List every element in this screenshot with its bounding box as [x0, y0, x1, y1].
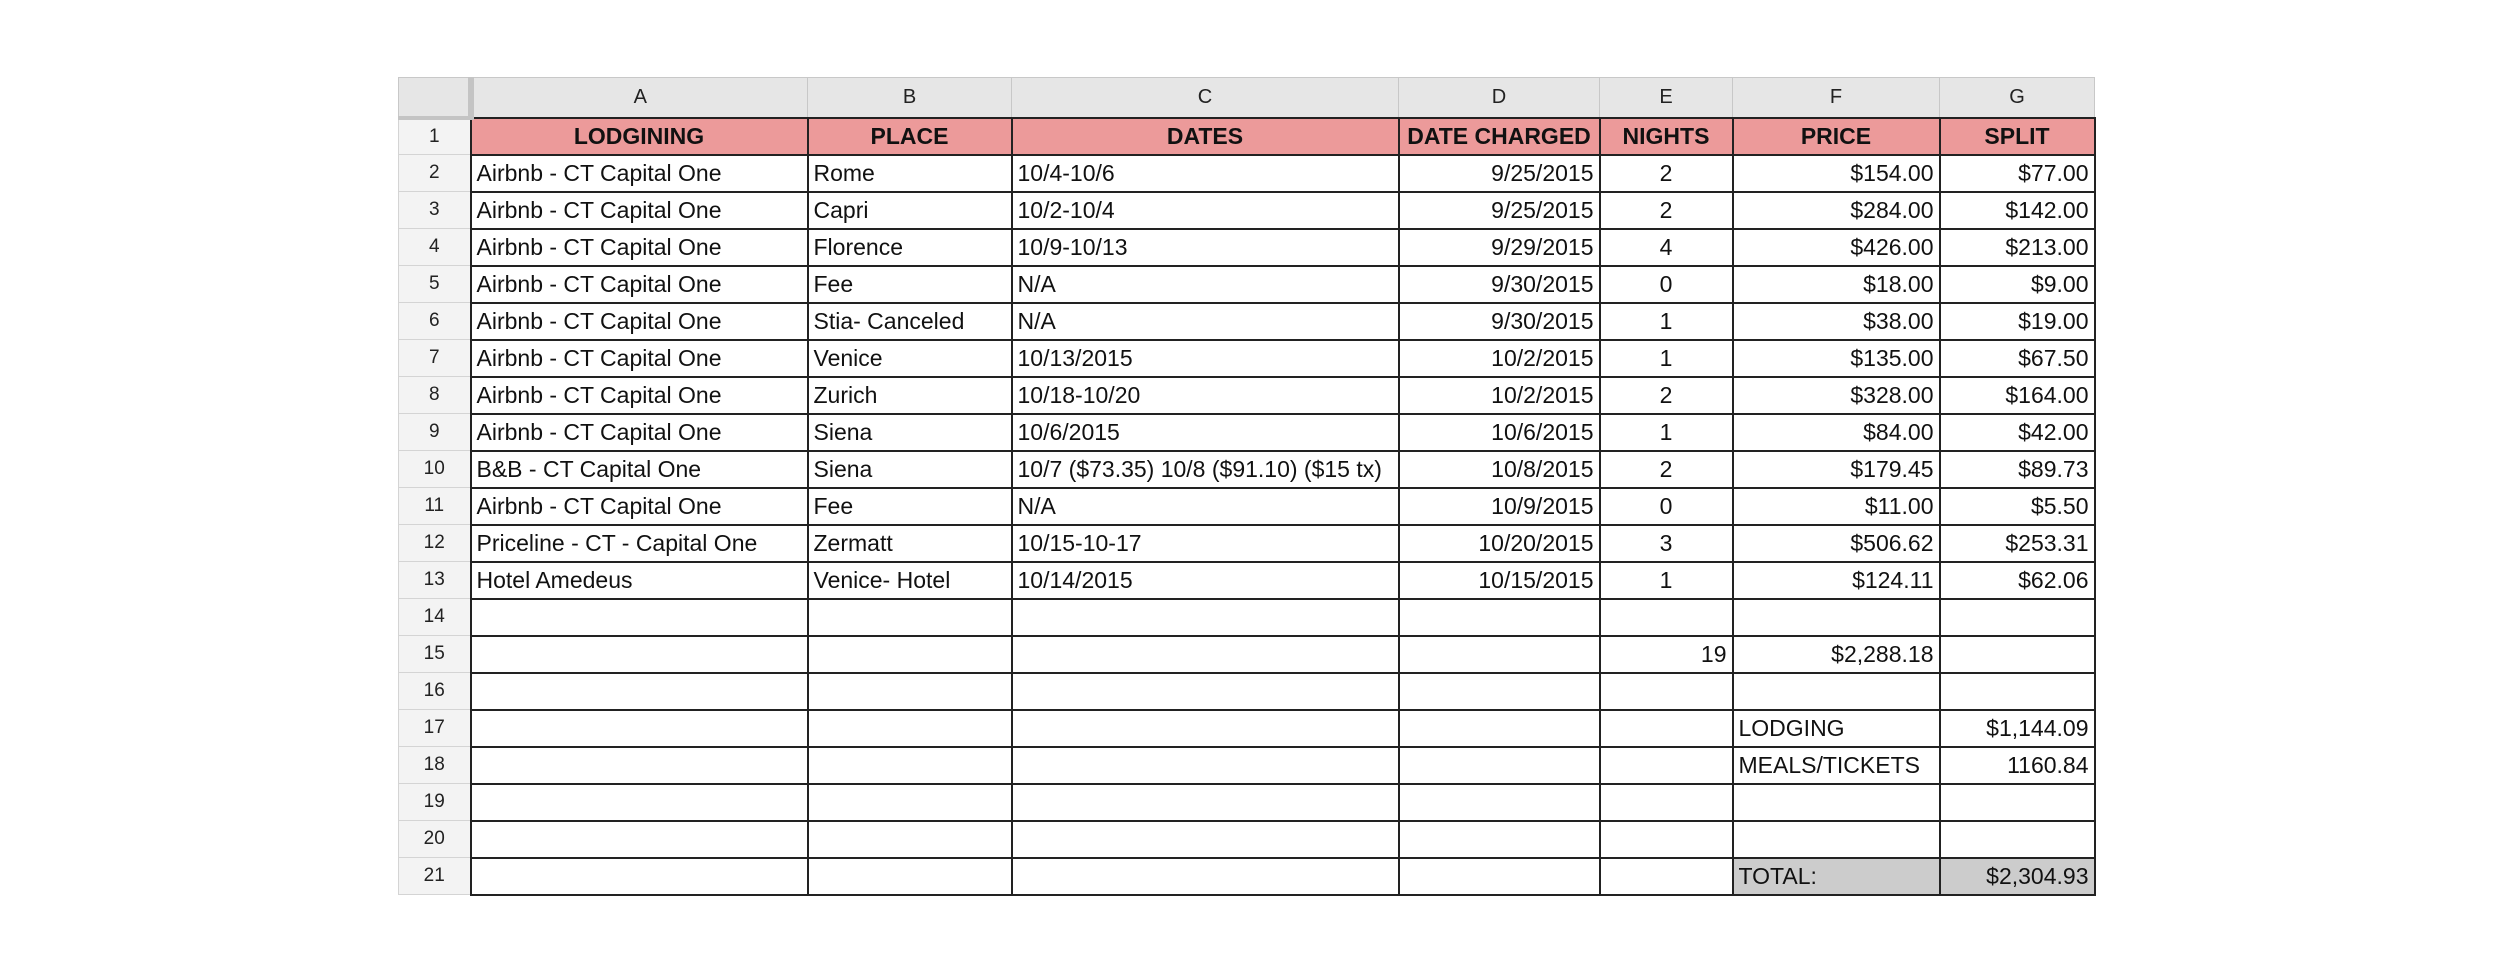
header-cell-price[interactable]: PRICE [1733, 118, 1940, 155]
cell-f[interactable]: $124.11 [1733, 562, 1940, 599]
cell-c[interactable]: 10/7 ($73.35) 10/8 ($91.10) ($15 tx) [1012, 451, 1399, 488]
cell-f[interactable]: $328.00 [1733, 377, 1940, 414]
cell-f[interactable]: $84.00 [1733, 414, 1940, 451]
table-row [399, 784, 2095, 821]
column-header-g[interactable]: G [1940, 78, 2095, 118]
cell-a[interactable]: Airbnb - CT Capital One [471, 192, 808, 229]
cell-d[interactable]: 9/25/2015 [1399, 192, 1600, 229]
cell-b[interactable]: Florence [808, 229, 1012, 266]
cell-a[interactable]: B&B - CT Capital One [471, 451, 808, 488]
header-cell-split[interactable]: SPLIT [1940, 118, 2095, 155]
row-header[interactable]: 17 [399, 710, 471, 747]
cell-d[interactable]: 10/6/2015 [1399, 414, 1600, 451]
table-row [399, 821, 2095, 858]
cell-e[interactable]: 1 [1600, 340, 1733, 377]
cell-e[interactable] [1600, 821, 1733, 858]
cell-d[interactable]: 10/9/2015 [1399, 488, 1600, 525]
cell-f[interactable]: $135.00 [1733, 340, 1940, 377]
cell-f[interactable]: TOTAL: [1733, 858, 1940, 895]
table-row [399, 636, 2095, 673]
cell-a[interactable]: Priceline - CT - Capital One [471, 525, 808, 562]
cell-e[interactable]: 0 [1600, 488, 1733, 525]
cell-b[interactable]: Zermatt [808, 525, 1012, 562]
table-row [399, 858, 2095, 895]
row-header[interactable]: 15 [399, 636, 471, 673]
cell-c[interactable]: 10/15-10-17 [1012, 525, 1399, 562]
cell-b[interactable]: Siena [808, 414, 1012, 451]
table-row [399, 303, 2095, 340]
row-header-1[interactable]: 1 [399, 118, 471, 155]
cell-g[interactable]: $142.00 [1940, 192, 2095, 229]
cell-c[interactable]: 10/9-10/13 [1012, 229, 1399, 266]
cell-d[interactable]: 9/29/2015 [1399, 229, 1600, 266]
cell-a[interactable] [471, 784, 808, 821]
cell-e[interactable]: 2 [1600, 377, 1733, 414]
cell-a[interactable]: Airbnb - CT Capital One [471, 266, 808, 303]
row-header[interactable]: 4 [399, 229, 471, 266]
cell-d[interactable]: 9/30/2015 [1399, 266, 1600, 303]
header-cell-dates[interactable]: DATES [1012, 118, 1399, 155]
row-header[interactable]: 11 [399, 488, 471, 525]
cell-f[interactable]: $506.62 [1733, 525, 1940, 562]
cell-e[interactable]: 1 [1600, 303, 1733, 340]
cell-c[interactable]: 10/2-10/4 [1012, 192, 1399, 229]
row-header[interactable]: 10 [399, 451, 471, 488]
header-row [399, 118, 2095, 155]
cell-a[interactable]: Hotel Amedeus [471, 562, 808, 599]
row-header[interactable]: 2 [399, 155, 471, 192]
cell-d[interactable]: 10/2/2015 [1399, 340, 1600, 377]
cell-a[interactable]: Airbnb - CT Capital One [471, 155, 808, 192]
cell-f[interactable]: $426.00 [1733, 229, 1940, 266]
column-header-c[interactable]: C [1012, 78, 1399, 118]
select-all-corner[interactable] [399, 78, 471, 118]
cell-f[interactable]: $38.00 [1733, 303, 1940, 340]
cell-b[interactable]: Fee [808, 266, 1012, 303]
cell-d[interactable]: 10/15/2015 [1399, 562, 1600, 599]
cell-g[interactable] [1940, 821, 2095, 858]
table-row [399, 747, 2095, 784]
cell-g[interactable] [1940, 636, 2095, 673]
cell-d[interactable] [1399, 599, 1600, 636]
cell-f[interactable]: $11.00 [1733, 488, 1940, 525]
cell-g[interactable]: 1160.84 [1940, 747, 2095, 784]
cell-e[interactable] [1600, 673, 1733, 710]
cell-f[interactable] [1733, 821, 1940, 858]
cell-e[interactable]: 4 [1600, 229, 1733, 266]
cell-e[interactable]: 2 [1600, 192, 1733, 229]
cell-g[interactable] [1940, 599, 2095, 636]
cell-g[interactable]: $1,144.09 [1940, 710, 2095, 747]
table-row [399, 488, 2095, 525]
row-header[interactable]: 7 [399, 340, 471, 377]
column-header-e[interactable]: E [1600, 78, 1733, 118]
cell-b[interactable] [808, 784, 1012, 821]
table-row [399, 155, 2095, 192]
row-header[interactable]: 19 [399, 784, 471, 821]
row-header[interactable]: 18 [399, 747, 471, 784]
cell-a[interactable]: Airbnb - CT Capital One [471, 414, 808, 451]
cell-g[interactable]: $253.31 [1940, 525, 2095, 562]
row-header[interactable]: 14 [399, 599, 471, 636]
cell-e[interactable]: 19 [1600, 636, 1733, 673]
row-header[interactable]: 3 [399, 192, 471, 229]
cell-g[interactable] [1940, 784, 2095, 821]
cell-a[interactable] [471, 858, 808, 895]
cell-e[interactable]: 1 [1600, 414, 1733, 451]
table-row [399, 599, 2095, 636]
row-header[interactable]: 20 [399, 821, 471, 858]
cell-e[interactable]: 3 [1600, 525, 1733, 562]
cell-d[interactable] [1399, 747, 1600, 784]
row-header[interactable]: 21 [399, 858, 471, 895]
cell-d[interactable]: 9/30/2015 [1399, 303, 1600, 340]
cell-b[interactable] [808, 673, 1012, 710]
cell-d[interactable] [1399, 821, 1600, 858]
cell-f[interactable]: $284.00 [1733, 192, 1940, 229]
cell-d[interactable] [1399, 710, 1600, 747]
cell-b[interactable]: Venice [808, 340, 1012, 377]
cell-a[interactable]: Airbnb - CT Capital One [471, 488, 808, 525]
cell-c[interactable] [1012, 747, 1399, 784]
cell-e[interactable] [1600, 747, 1733, 784]
cell-a[interactable]: Airbnb - CT Capital One [471, 229, 808, 266]
table-row [399, 710, 2095, 747]
cell-f[interactable]: $179.45 [1733, 451, 1940, 488]
table-row [399, 377, 2095, 414]
table-row [399, 525, 2095, 562]
cell-e[interactable]: 1 [1600, 562, 1733, 599]
cell-a[interactable] [471, 599, 808, 636]
cell-f[interactable]: LODGING [1733, 710, 1940, 747]
cell-c[interactable] [1012, 821, 1399, 858]
cell-f[interactable]: $18.00 [1733, 266, 1940, 303]
header-cell-nights[interactable]: NIGHTS [1600, 118, 1733, 155]
cell-c[interactable]: N/A [1012, 266, 1399, 303]
cell-e[interactable] [1600, 784, 1733, 821]
cell-f[interactable]: $154.00 [1733, 155, 1940, 192]
cell-g[interactable]: $67.50 [1940, 340, 2095, 377]
column-header-f[interactable]: F [1733, 78, 1940, 118]
cell-g[interactable]: $42.00 [1940, 414, 2095, 451]
cell-b[interactable] [808, 858, 1012, 895]
cell-c[interactable]: 10/14/2015 [1012, 562, 1399, 599]
header-cell-lodgining[interactable]: LODGINING [471, 118, 808, 155]
column-header-d[interactable]: D [1399, 78, 1600, 118]
cell-g[interactable]: $5.50 [1940, 488, 2095, 525]
cell-g[interactable]: $213.00 [1940, 229, 2095, 266]
cell-g[interactable] [1940, 673, 2095, 710]
cell-c[interactable] [1012, 858, 1399, 895]
cell-e[interactable]: 0 [1600, 266, 1733, 303]
cell-g[interactable]: $77.00 [1940, 155, 2095, 192]
cell-e[interactable] [1600, 710, 1733, 747]
cell-c[interactable]: 10/18-10/20 [1012, 377, 1399, 414]
cell-b[interactable]: Zurich [808, 377, 1012, 414]
cell-b[interactable]: Capri [808, 192, 1012, 229]
cell-b[interactable]: Rome [808, 155, 1012, 192]
cell-a[interactable]: Airbnb - CT Capital One [471, 377, 808, 414]
column-header-row [399, 78, 2095, 118]
table-row [399, 451, 2095, 488]
spreadsheet-grid [398, 77, 2096, 896]
cell-e[interactable] [1600, 599, 1733, 636]
row-header[interactable]: 12 [399, 525, 471, 562]
cell-d[interactable]: 10/8/2015 [1399, 451, 1600, 488]
cell-c[interactable]: N/A [1012, 303, 1399, 340]
cell-d[interactable] [1399, 636, 1600, 673]
cell-a[interactable] [471, 747, 808, 784]
cell-b[interactable] [808, 821, 1012, 858]
table-row [399, 340, 2095, 377]
cell-d[interactable] [1399, 858, 1600, 895]
cell-g[interactable]: $164.00 [1940, 377, 2095, 414]
cell-f[interactable] [1733, 673, 1940, 710]
column-header-a[interactable]: A [471, 78, 808, 118]
cell-c[interactable]: 10/6/2015 [1012, 414, 1399, 451]
table-row [399, 414, 2095, 451]
row-header[interactable]: 16 [399, 673, 471, 710]
cell-a[interactable] [471, 636, 808, 673]
cell-g[interactable]: $89.73 [1940, 451, 2095, 488]
cell-f[interactable] [1733, 599, 1940, 636]
cell-c[interactable] [1012, 636, 1399, 673]
cell-a[interactable]: Airbnb - CT Capital One [471, 303, 808, 340]
cell-c[interactable] [1012, 673, 1399, 710]
header-cell-place[interactable]: PLACE [808, 118, 1012, 155]
column-header-b[interactable]: B [808, 78, 1012, 118]
cell-g[interactable]: $62.06 [1940, 562, 2095, 599]
cell-b[interactable]: Venice- Hotel [808, 562, 1012, 599]
row-header[interactable]: 5 [399, 266, 471, 303]
cell-c[interactable] [1012, 784, 1399, 821]
cell-b[interactable]: Siena [808, 451, 1012, 488]
cell-c[interactable]: N/A [1012, 488, 1399, 525]
table-row [399, 192, 2095, 229]
cell-b[interactable] [808, 599, 1012, 636]
row-header[interactable]: 6 [399, 303, 471, 340]
cell-f[interactable] [1733, 784, 1940, 821]
cell-e[interactable]: 2 [1600, 155, 1733, 192]
cell-b[interactable]: Fee [808, 488, 1012, 525]
cell-c[interactable]: 10/4-10/6 [1012, 155, 1399, 192]
table-row [399, 673, 2095, 710]
cell-b[interactable] [808, 710, 1012, 747]
table-row [399, 562, 2095, 599]
cell-e[interactable]: 2 [1600, 451, 1733, 488]
cell-d[interactable] [1399, 784, 1600, 821]
cell-f[interactable]: $2,288.18 [1733, 636, 1940, 673]
cell-d[interactable]: 10/2/2015 [1399, 377, 1600, 414]
cell-a[interactable] [471, 710, 808, 747]
table-row [399, 266, 2095, 303]
row-header[interactable]: 9 [399, 414, 471, 451]
cell-b[interactable]: Stia- Canceled [808, 303, 1012, 340]
row-header[interactable]: 8 [399, 377, 471, 414]
cell-a[interactable]: Airbnb - CT Capital One [471, 340, 808, 377]
table-row [399, 229, 2095, 266]
cell-c[interactable]: 10/13/2015 [1012, 340, 1399, 377]
cell-f[interactable]: MEALS/TICKETS [1733, 747, 1940, 784]
cell-a[interactable] [471, 673, 808, 710]
cell-b[interactable] [808, 747, 1012, 784]
cell-g[interactable]: $9.00 [1940, 266, 2095, 303]
cell-c[interactable] [1012, 599, 1399, 636]
cell-d[interactable]: 9/25/2015 [1399, 155, 1600, 192]
cell-a[interactable] [471, 821, 808, 858]
cell-d[interactable] [1399, 673, 1600, 710]
row-header[interactable]: 13 [399, 562, 471, 599]
cell-e[interactable] [1600, 858, 1733, 895]
cell-d[interactable]: 10/20/2015 [1399, 525, 1600, 562]
header-cell-date-charged[interactable]: DATE CHARGED [1399, 118, 1600, 155]
cell-b[interactable] [808, 636, 1012, 673]
cell-c[interactable] [1012, 710, 1399, 747]
cell-g[interactable]: $2,304.93 [1940, 858, 2095, 895]
cell-g[interactable]: $19.00 [1940, 303, 2095, 340]
